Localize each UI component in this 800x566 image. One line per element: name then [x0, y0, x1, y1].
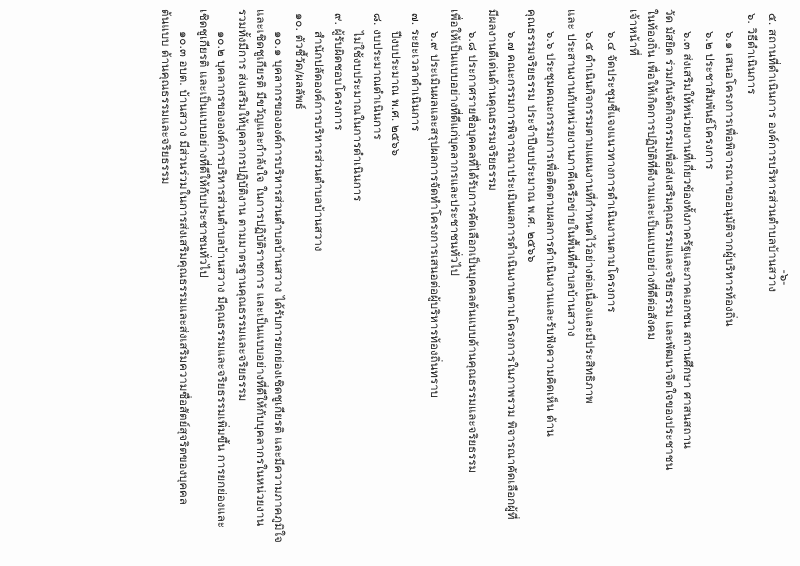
text-line: ๖.๑ เสนอโครงการเพื่อพิจารณาขออนุมัติจากผู้บริหารท้องถิ่น — [723, 31, 737, 327]
text-line: ๖.๒ ประชาสัมพันธ์โครงการ — [703, 31, 717, 170]
text-line: ๖.๕ ดำเนินกิจกรรมตามแผนงานที่กำหนดไว้อย่างต่อเนื่องและมีประสิทธิภาพ — [583, 31, 597, 404]
text-line: คุณธรรมจริยธรรม ประจำปีงบประมาณ พ.ศ. ๒๕๖๖ — [525, 9, 539, 263]
text-line: เจ้าหน้าที่ — [627, 9, 641, 56]
text-line: สำนักปลัดองค์การบริหารส่วนตำบลบ้านสวาง — [312, 31, 326, 252]
text-line: ๖.๗ คณะกรรมการพิจารณาประเมินผลการดำเนินงานตามโครงการในภาพรวม พิจารณาคัดเลือกผู้ที่ — [505, 31, 519, 520]
text-line: ในท้องถิ่น เพื่อให้เกิดการปฏิบัติที่ดีงามและเป็นแบบอย่างที่ดีต่อสังคม — [645, 9, 659, 340]
text-line: ๑๐.๓ อบต. บ้านสวาง มีส่วนร่วมในการส่งเสริมคุณธรรมและส่งเสริมความซื่อสัตย์สุจริตของบุคคล — [177, 31, 191, 505]
text-line: ๑๐. ตัวชี้วัด/ผลลัพธ์ — [293, 13, 307, 110]
text-line: ๘. งบประมาณดำเนินการ — [371, 13, 385, 140]
text-line: ๖.๔ จัดประชุมชี้แจงแนวทางการดำเนินงานตามโครงการ — [605, 31, 619, 313]
text-line: ๙. ผู้รับผิดชอบโครงการ — [332, 13, 346, 131]
text-line: ไม่ใช้งบประมาณในการดำเนินการ — [351, 31, 365, 202]
document-body — [10, 3, 790, 563]
text-line: เพื่อให้เป็นแบบอย่างที่ดีแก่บุคลากรและประชาชนทั่วไป — [448, 9, 462, 276]
text-line: ๖. วิธีดำเนินการ — [745, 13, 759, 95]
text-line: และ ประสานงานกับหน่วยงานภาคีเครือข่ายในพื้นที่ตำบลบ้านสวาง — [565, 9, 579, 337]
text-line: ๑๐.๒ บุคลากรขององค์การบริหารส่วนตำบลบ้านสวาง มีคุณธรรมและจริยธรรมเพิ่มขึ้น การยกย่องและ — [215, 31, 229, 528]
text-line: ๕. สถานที่ดำเนินการ องค์การบริหารส่วนตำบลบ้านสวาง — [766, 13, 780, 293]
text-line: ๑๐.๑ บุคลากรขององค์การบริหารส่วนตำบลบ้านสวาง ได้รับการยกย่องเชิดชูเกียรติ และมีความภาคภูมิใจ — [272, 31, 286, 543]
text-line: วัด มัสยิด ร่วมกันจัดกิจกรรมเพื่อส่งเสริมคุณธรรมและจริยธรรม และพัฒนาจิตใจของประชาชน — [663, 9, 677, 471]
text-line: ๖.๘ ประกาศรายชื่อบุคคลที่ได้รับการคัดเลือกเป็นบุคคลต้นแบบด้านคุณธรรมและจริยธรรม — [466, 31, 480, 474]
text-line: ๗. ระยะเวลาดำเนินการ — [409, 13, 423, 132]
text-line: มีผลงานดีเด่นด้านคุณธรรมจริยธรรม — [486, 9, 500, 191]
text-line: ต้นแบบ ด้านคุณธรรมและจริยธรรม — [159, 9, 173, 185]
text-line: เชิดชูเกียรติ และเป็นแบบอย่างที่ดีให้กับประชาชนทั่วไป — [197, 9, 211, 278]
text-line: ๖.๙ ประเมินผลและสรุปผลการจัดทำโครงการเสนอต่อผู้บริหารท้องถิ่นทราบ — [428, 31, 442, 398]
text-line: รวมทั้งมีการ ส่งเสริมให้บุคลากรปฏิบัติงาน ตามมาตรฐานคุณธรรมและจริยธรรม — [236, 9, 250, 402]
text-line: ๖.๓ ส่งเสริมให้หน่วยงานที่เกี่ยวข้องทั้งภาครัฐและภาคเอกชน สถานศึกษา ศาสนสถาน — [681, 31, 695, 449]
text-line: ปีงบประมาณ พ.ศ. ๒๕๖๖ — [389, 31, 403, 156]
page-number: -๖- — [777, 269, 792, 286]
text-line: ๖.๖ ประชุมคณะกรรมการเพื่อติดตามผลการดำเนินงานและรับฟังความคิดเห็น ด้าน — [544, 31, 558, 437]
text-line: และเชิดชูเกียรติ มีขวัญและกำลังใจ ในการปฏิบัติราชการ และเป็นแบบอย่างที่ดีให้กับบุคลากรในหน่วยงาน — [254, 9, 268, 527]
